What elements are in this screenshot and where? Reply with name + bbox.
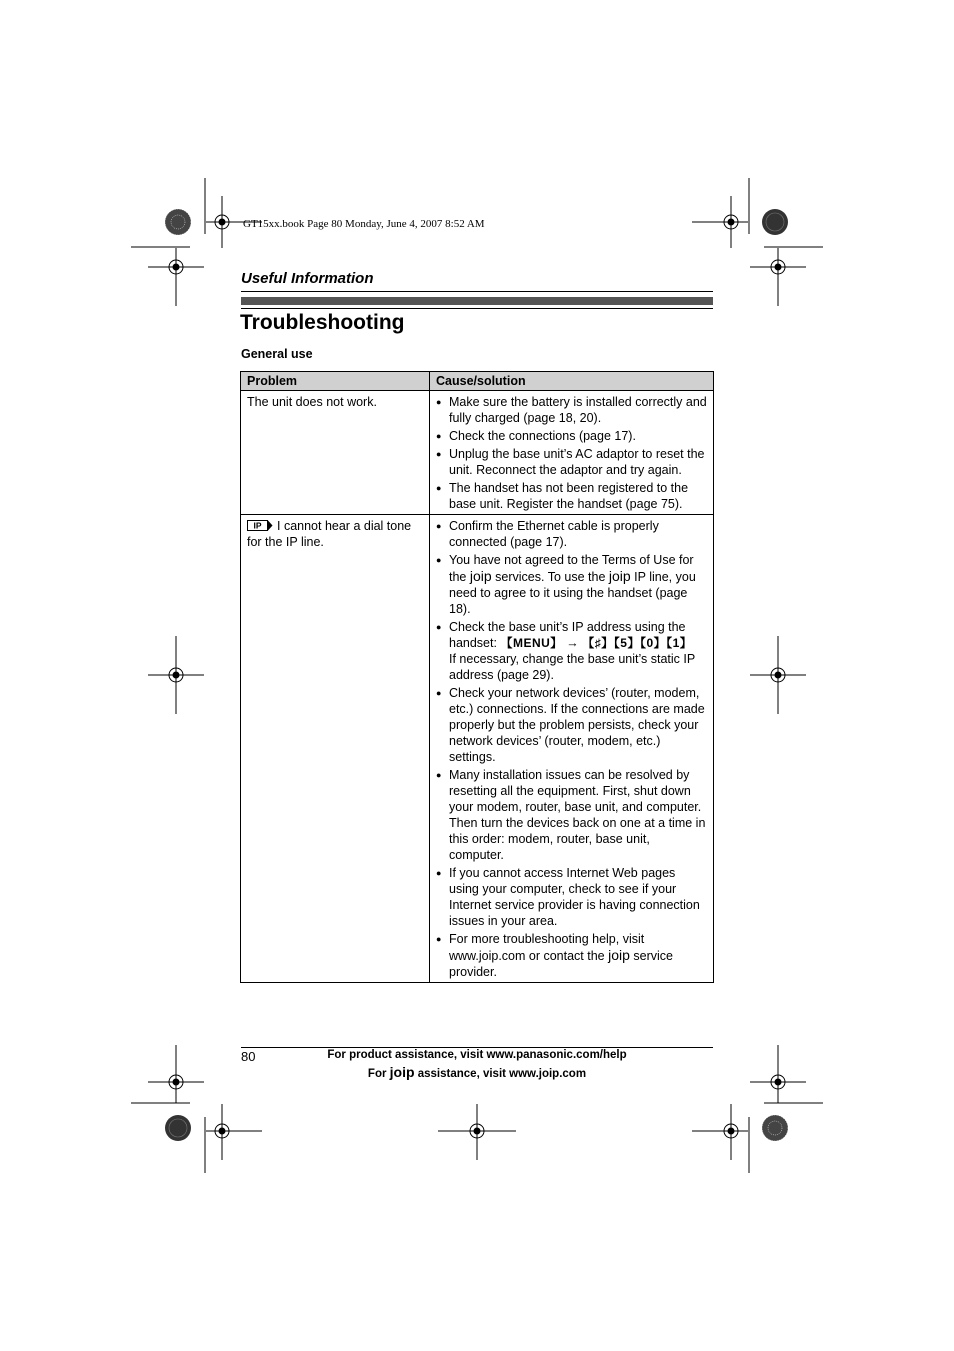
crosshair-mark — [750, 1045, 806, 1103]
solution-item: ● If you cannot access Internet Web pages using your computer, check to see if your Internet service provider is having connection issues in your area. — [436, 865, 707, 929]
solution-cell — [430, 515, 714, 983]
table-row — [241, 391, 714, 515]
crosshair-mark — [148, 636, 204, 714]
header-rule — [241, 291, 713, 292]
solution-item: ● Check your network devices’ (router, modem, etc.) connections. If the connections are made properly but the problem persists, check your network devices’ (router, modem, etc.) settings. — [436, 685, 707, 765]
crosshair-mark — [692, 196, 748, 248]
problem-text: I cannot hear a dial tone for the IP line. — [247, 519, 412, 549]
print-info: GT15xx.book Page 80 Monday, June 4, 2007 8:52 AM — [243, 218, 485, 230]
crosshair-mark — [438, 1104, 516, 1160]
joip-brand: joip — [469, 568, 492, 584]
solution-item: ● Confirm the Ethernet cable is properly connected (page 17). — [436, 518, 707, 550]
crosshair-mark — [148, 1045, 204, 1103]
solution-item: ● Check the base unit’s IP address using the handset: 【MENU】 → 【♯】【5】【0】【1】 If necessary, change the base unit’s static IP address (page 29). — [436, 619, 707, 683]
footer-rule — [241, 1047, 713, 1048]
starburst-mark-top-right — [762, 209, 788, 235]
crosshair-mark — [750, 636, 806, 714]
table-header-row — [241, 372, 714, 391]
page-title: Troubleshooting — [240, 311, 405, 334]
footer-joip-line: For joip assistance, visit www.joip.com — [367, 1064, 587, 1080]
problem-cell — [241, 515, 430, 983]
solution-item: ● You have not agreed to the Terms of Use for the joip services. To use the joip IP line, you need to agree to it using the handset (page 18). — [436, 552, 707, 617]
page-number: 80 — [241, 1049, 256, 1064]
table-row — [241, 515, 714, 983]
troubleshooting-table — [240, 371, 714, 983]
crosshair-mark — [206, 1104, 262, 1160]
header-rule-lower — [241, 308, 713, 309]
joip-brand: joip — [608, 568, 631, 584]
footer-help-line: For product assistance, visit www.panasonic.com/help — [327, 1049, 627, 1061]
starburst-mark-top-left — [165, 209, 191, 235]
solution-item: ● For more troubleshooting help, visit www.joip.com or contact the joip service provider. — [436, 931, 707, 980]
joip-brand: joip — [389, 1064, 415, 1080]
solution-item: ● Unplug the base unit’s AC adaptor to reset the unit. Reconnect the adaptor and try again. — [436, 446, 707, 478]
header-cause-solution: Cause/solution — [430, 372, 714, 391]
solution-item: ● Make sure the battery is installed correctly and fully charged (page 18, 20). — [436, 394, 707, 426]
solution-cell — [430, 391, 714, 515]
arrow-right-icon: → — [566, 636, 579, 650]
crosshair-mark — [692, 1104, 748, 1160]
solution-item: ● Check the connections (page 17). — [436, 428, 707, 444]
key-sequence: 【♯】【5】【0】【1】 — [582, 636, 693, 650]
section-heading: Useful Information — [241, 270, 374, 287]
solution-item: ● Many installation issues can be resolved by resetting all the equipment. First, shut down your modem, router, base unit, and computer. Then turn the devices back on one at a time in this order: modem, router, base unit, computer. — [436, 767, 707, 863]
crosshair-mark — [148, 248, 204, 306]
joip-brand: joip — [608, 947, 630, 963]
menu-key: 【MENU】 — [500, 636, 563, 650]
problem-cell: The unit does not work. — [241, 391, 430, 515]
header-bar — [241, 297, 713, 305]
solution-item: ● The handset has not been registered to the base unit. Register the handset (page 75). — [436, 480, 707, 512]
starburst-mark-bottom-right — [762, 1115, 788, 1141]
ip-line-icon — [247, 520, 273, 531]
subheading: General use — [241, 347, 313, 361]
crosshair-mark — [750, 248, 806, 306]
starburst-mark-bottom-left — [165, 1115, 191, 1141]
header-problem: Problem — [241, 372, 430, 391]
svg-text:IP: IP — [253, 520, 262, 531]
